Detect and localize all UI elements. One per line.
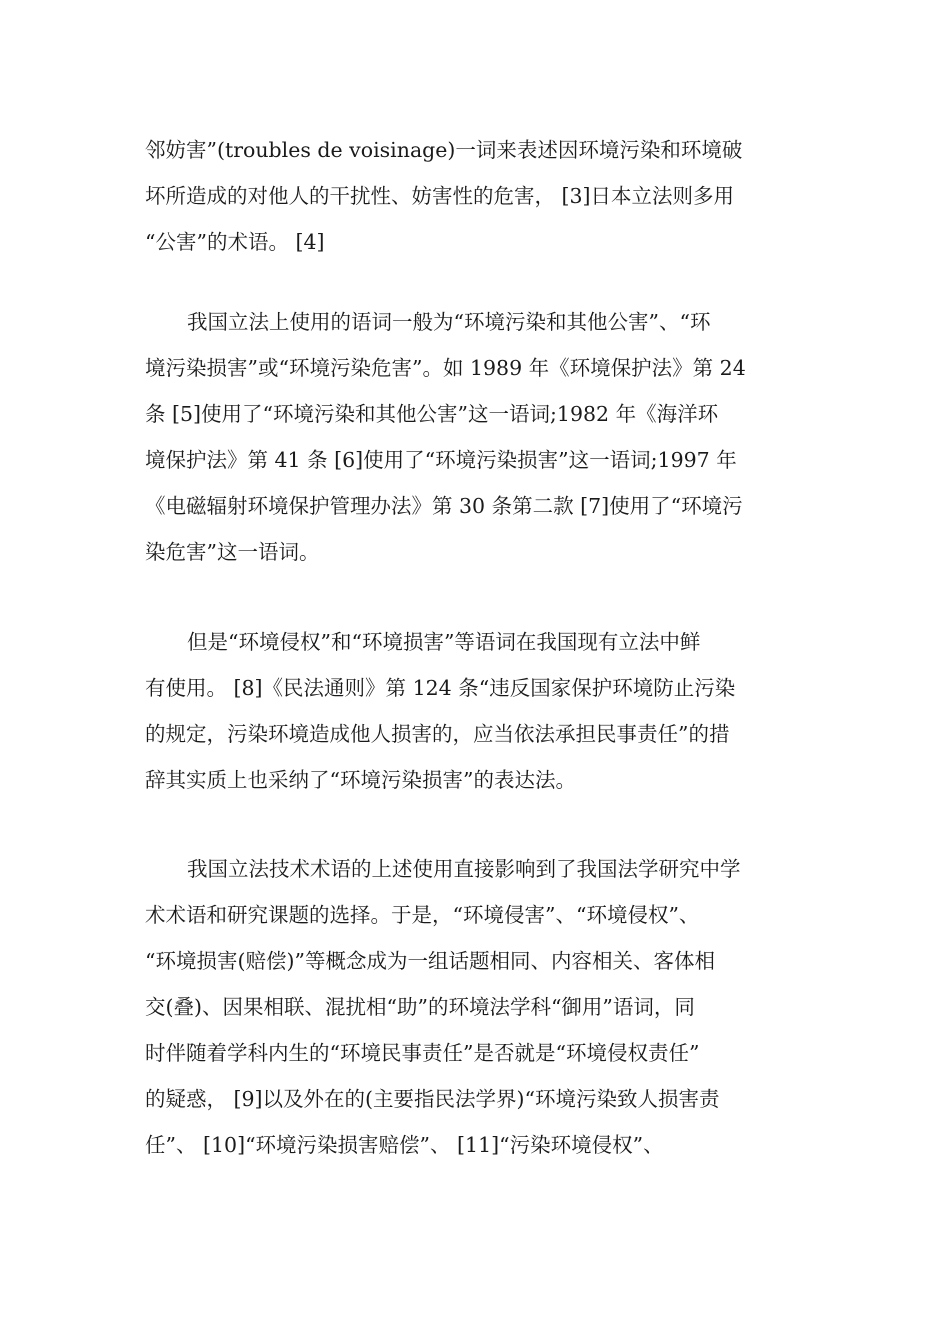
text-line: 境保护法》第 41 条 [6]使用了“环境污染损害”这一语词;1997 年 [145,448,737,472]
text-line: 《电磁辐射环境保护管理办法》第 30 条第二款 [7]使用了“环境污 [145,494,743,518]
text-line: 我国立法技术术语的上述使用直接影响到了我国法学研究中学 [187,857,741,881]
text-line: 染危害”这一语词。 [145,540,320,564]
text-line: 任”、 [10]“环境污染损害赔偿”、 [11]“污染环境侵权”、 [145,1133,664,1157]
text-line: 的疑惑， [9]以及外在的(主要指民法学界)“环境污染致人损害责 [145,1087,720,1111]
text-line: 但是“环境侵权”和“环境损害”等语词在我国现有立法中鲜 [187,630,701,654]
text-line: 有使用。 [8]《民法通则》第 124 条“违反国家保护环境防止污染 [145,676,736,700]
text-line: 条 [5]使用了“环境污染和其他公害”这一语词;1982 年《海洋环 [145,402,719,426]
text-line: “环境损害(赔偿)”等概念成为一组话题相同、内容相关、客体相 [145,949,715,973]
paragraph-4 [145,846,815,1168]
text-line: 邻妨害”(troubles de voisinage)一词来表述因环境污染和环境破 [145,138,743,162]
paragraph-3 [145,619,815,803]
text-line: 坏所造成的对他人的干扰性、妨害性的危害， [3]日本立法则多用 [145,184,735,208]
text-line: 我国立法上使用的语词一般为“环境污染和其他公害”、“环 [187,310,711,334]
text-line: 时伴随着学科内生的“环境民事责任”是否就是“环境侵权责任” [145,1041,700,1065]
paragraph-2 [145,299,815,575]
text-line: 的规定，污染环境造成他人损害的，应当依法承担民事责任”的措 [145,722,730,746]
text-line: 辞其实质上也采纳了“环境污染损害”的表达法。 [145,768,576,792]
text-line: 交(叠)、因果相联、混扰相“助”的环境法学科“御用”语词，同 [145,995,695,1019]
text-line: 术术语和研究课题的选择。于是，“环境侵害”、“环境侵权”、 [145,903,700,927]
text-line: “公害”的术语。 [4] [145,230,325,254]
paragraph-1 [145,127,815,265]
text-line: 境污染损害”或“环境污染危害”。如 1989 年《环境保护法》第 24 [145,356,746,380]
